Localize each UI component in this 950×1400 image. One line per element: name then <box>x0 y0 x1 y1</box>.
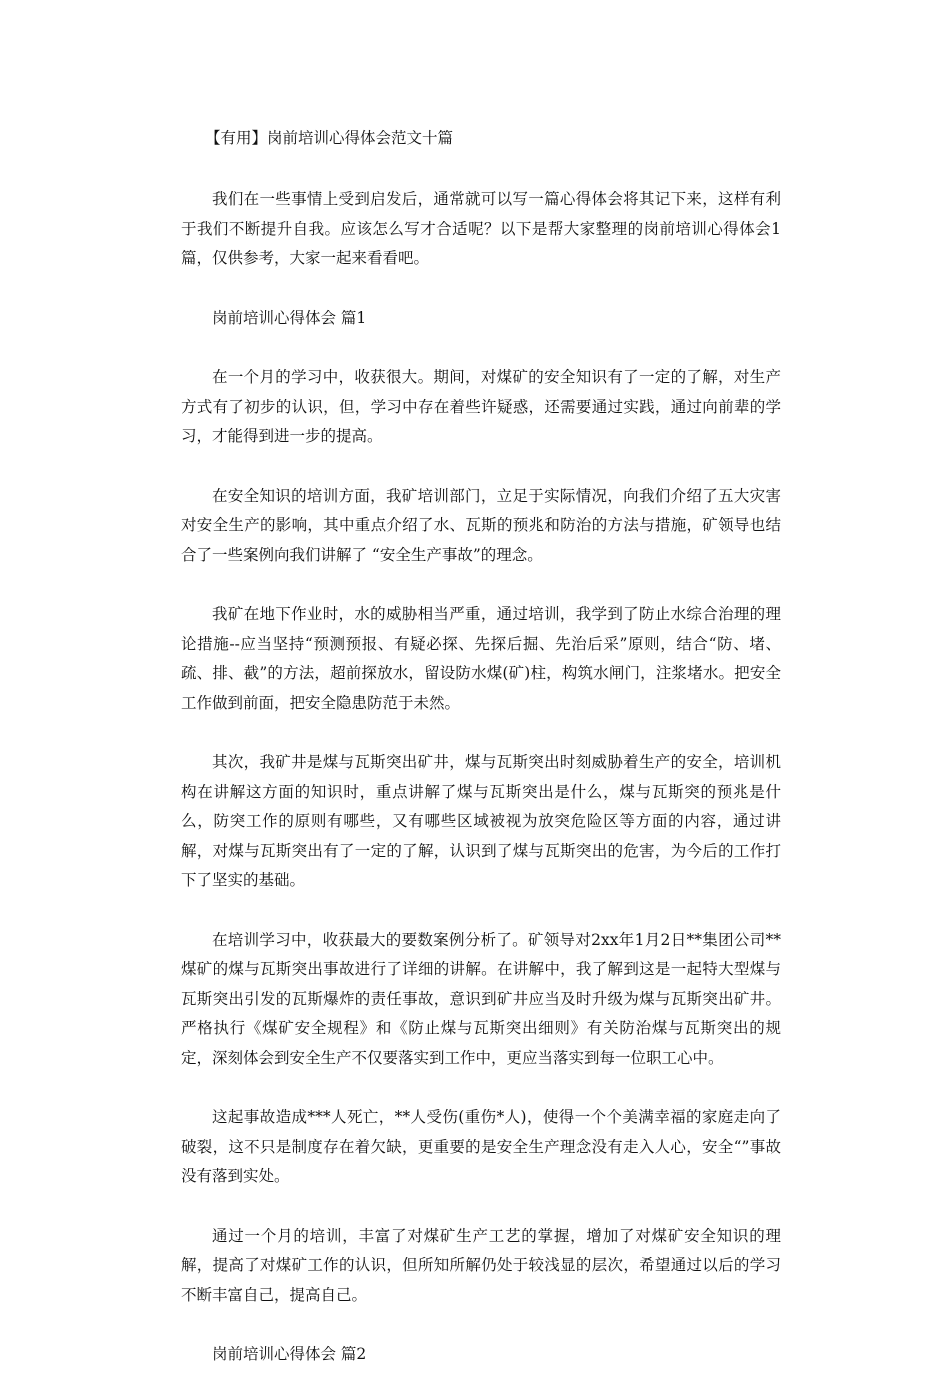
intro-paragraph: 我们在一些事情上受到启发后，通常就可以写一篇心得体会将其记下来，这样有利于我们不断提升自我。应该怎么写才合适呢？以下是帮大家整理的岗前培训心得体会1篇，仅供参考，大家一起来看看吧。 <box>181 190 781 267</box>
section-1-paragraph-5: 在培训学习中，收获最大的要数案例分析了。矿领导对2xx年1月2日**集团公司**煤矿的煤与瓦斯突出事故进行了详细的讲解。在讲解中，我了解到这是一起特大型煤与瓦斯突出引发的瓦斯爆炸的责任事故，意识到矿井应当及时升级为煤与瓦斯突出矿井。严格执行《煤矿安全规程》和《防止煤与瓦斯突出细则》有关防治煤与瓦斯突出的规定，深刻体会到安全生产不仅要落实到工作中，更应当落实到每一位职工心中。 <box>181 930 781 1067</box>
section-1-paragraph-2: 在安全知识的培训方面，我矿培训部门，立足于实际情况，向我们介绍了五大灾害对安全生产的影响，其中重点介绍了水、瓦斯的预兆和防治的方法与措施，矿领导也结合了一些案例向我们讲解了 “安全生产事故”的理念。 <box>181 486 781 564</box>
document-title: 【有用】岗前培训心得体会范文十篇 <box>205 129 454 147</box>
section-heading-2: 岗前培训心得体会 篇2 <box>212 1345 367 1363</box>
section-1-paragraph-7: 通过一个月的培训，丰富了对煤矿生产工艺的掌握，增加了对煤矿安全知识的理解，提高了对煤矿工作的认识，但所知所解仍处于较浅显的层次，希望通过以后的学习不断丰富自己，提高自己。 <box>181 1226 781 1304</box>
section-1-paragraph-1: 在一个月的学习中，收获很大。期间，对煤矿的安全知识有了一定的了解，对生产方式有了初步的认识，但，学习中存在着些许疑惑，还需要通过实践，通过向前辈的学习，才能得到进一步的提高。 <box>181 368 781 445</box>
section-heading-1: 岗前培训心得体会 篇1 <box>212 308 367 327</box>
section-1-paragraph-3: 我矿在地下作业时，水的威胁相当严重，通过培训，我学到了防止水综合治理的理论措施--应当坚持“预测预报、有疑必探、先探后掘、先治后采”原则，结合“防、堵、疏、排、截”的方法，超前探放水，留设防水煤(矿)柱，构筑水闸门，注浆堵水。把安全工作做到前面，把安全隐患防范于未然。 <box>181 605 781 712</box>
section-1-paragraph-4: 其次，我矿井是煤与瓦斯突出矿井，煤与瓦斯突出时刻威胁着生产的安全，培训机构在讲解这方面的知识时，重点讲解了煤与瓦斯突出是什么，煤与瓦斯突的预兆是什么，防突工作的原则有哪些，又有哪些区域被视为放突危险区等方面的内容，通过讲解，对煤与瓦斯突出有了一定的了解，认识到了煤与瓦斯突出的危害，为今后的工作打下了坚实的基础。 <box>181 753 781 889</box>
section-1-paragraph-6: 这起事故造成***人死亡，**人受伤(重伤*人)，使得一个个美满幸福的家庭走向了破裂，这不只是制度存在着欠缺，更重要的是安全生产理念没有走入人心，安全“”事故没有落到实处。 <box>181 1108 781 1185</box>
document-page <box>181 122 781 1400</box>
